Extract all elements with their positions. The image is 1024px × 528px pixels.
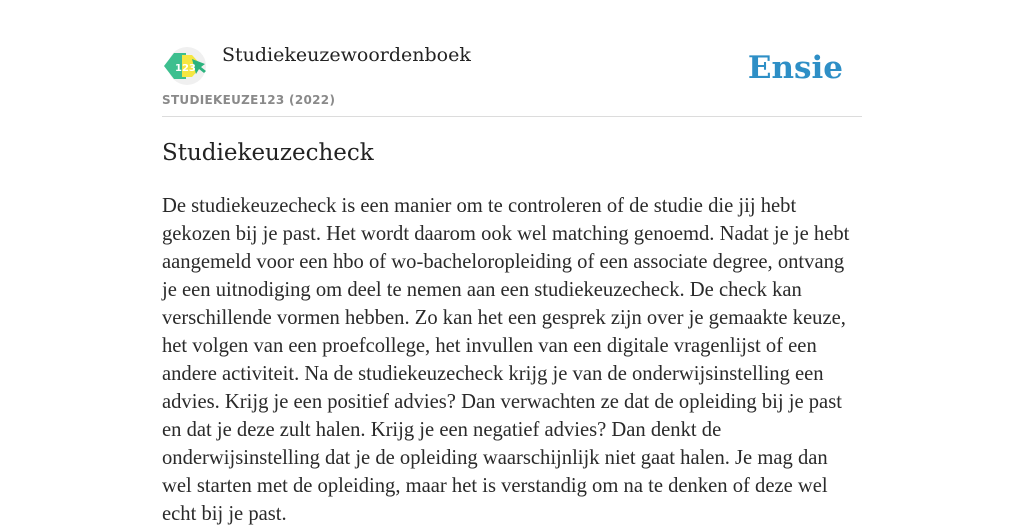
entry-definition: De studiekeuzecheck is een manier om te controleren of de studie die jij hebt gekozen bij je past. Het wordt daarom ook wel matching genoemd. Nadat je je hebt aangemeld voor een hbo of wo-bacheloropleiding of een associate degree, ontvang je een uitnodiging om deel te nemen aan een studiekeuzecheck. De check kan verschillende vormen hebben. Zo kan het een gesprek zijn over je gemaakte keuze, het volgen van een proefcollege, het invullen van een digitale vragenlijst of een andere activiteit. Na de studiekeuzecheck krijg je van de onderwijsinstelling een advies. Krijg je een positief advies? Dan verwachten ze dat de opleiding bij je past en dat je deze zult halen. Krijg je een negatief advies? Dan denkt de onderwijsinstelling dat je de opleiding waarschijnlijk niet gaat halen. Je mag dan wel starten met de opleiding, maar het is verstandig om na te denken of deze wel echt bij je past.	[162, 195, 850, 525]
brand-logo[interactable]: Ensie	[747, 50, 843, 86]
studiekeuze123-logo-icon[interactable]	[162, 46, 208, 86]
entry-card	[162, 0, 862, 525]
entry-term: Studiekeuzecheck	[162, 140, 374, 166]
dictionary-title[interactable]: Studiekeuzewoordenboek	[222, 44, 471, 66]
source-label: STUDIEKEUZE123 (2022)	[162, 93, 336, 107]
svg-text:123: 123	[175, 63, 196, 74]
entry-header	[162, 0, 862, 117]
